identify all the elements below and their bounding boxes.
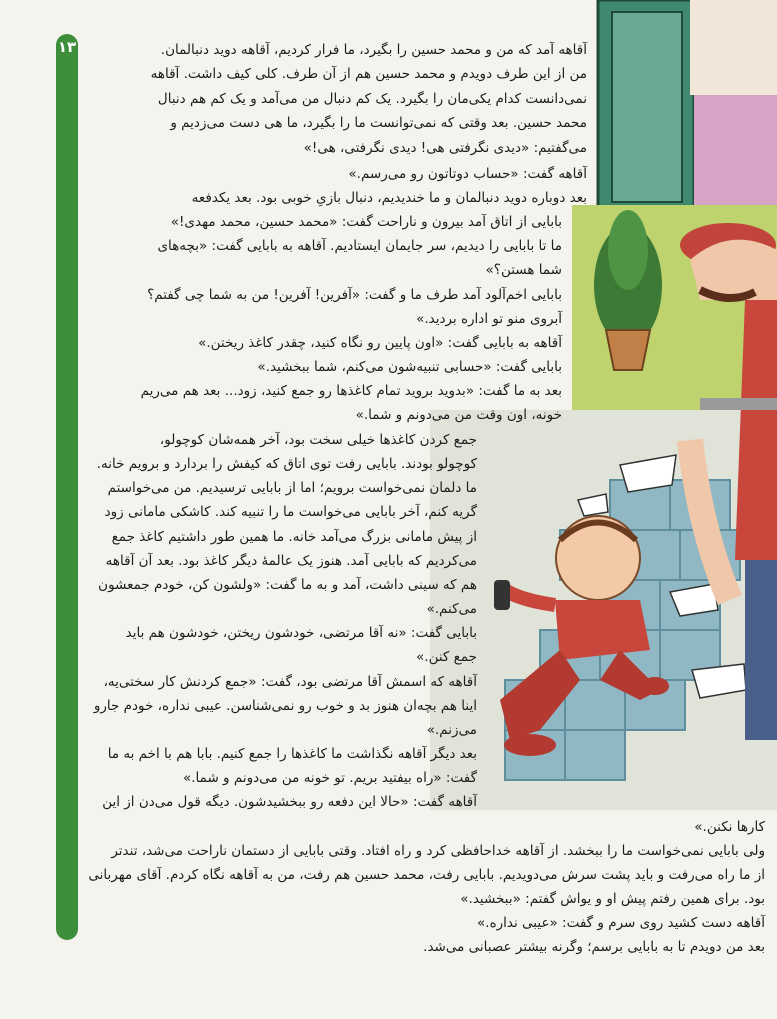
- text-line: آقاهه گفت: «حساب دوتاتون رو می‌رسم.»: [348, 166, 587, 182]
- text-line: می‌کنم.»: [426, 601, 477, 617]
- text-line: کارها نکنن.»: [694, 819, 765, 835]
- text-line: آقاهه دست کشید روی سرم و گفت: «عیبی نداره.»: [477, 915, 765, 931]
- text-line: بابایی اخم‌آلود آمد طرف ما و گفت: «آفرین! آفرین! من به شما چی گفتم؟: [147, 287, 562, 303]
- text-line: نمی‌دانست کدام یکی‌مان را بگیرد. یک کم دنبال من می‌آمد و یک کم هم دنبال: [157, 91, 587, 107]
- text-line: بعد من دویدم تا به بابایی برسم؛ وگرنه بیشتر عصبانی می‌شد.: [423, 939, 765, 955]
- text-line: بعد دیگر آقاهه نگذاشت ما کاغذها را جمع کنیم. بابا هم با اخم به ما: [107, 746, 477, 762]
- text-line: ما دلمان نمی‌خواست برویم؛ اما از بابایی ترسیدیم. من می‌خواستم: [107, 480, 477, 496]
- text-line: ما تا بابایی را دیدیم، سر جایمان ایستادیم. آقاهه به بابایی گفت: «بچه‌های: [157, 238, 562, 254]
- text-line: می‌زنم.»: [426, 722, 477, 738]
- text-line: خونه، اون وقت من می‌دونم و شما.»: [355, 407, 562, 423]
- text-line: بعد دوباره دوید دنبالمان و ما خندیدیم، دنبال بازیِ خوبی بود. بعد یکدفعه: [191, 190, 587, 206]
- pink-wall: [694, 95, 777, 220]
- text-line: از ما راه می‌رفت و باید پشت سرش می‌دویدیم. بابایی رفت، محمد حسین هم رفت، من به آقاهه نگاه کردم. آقای مهربانی: [88, 867, 765, 883]
- text-line: آبروی منو تو اداره بردید.»: [416, 311, 562, 327]
- text-line: جمع کنن.»: [416, 649, 477, 665]
- text-line: می‌گفتیم: «دیدی نگرفتی هی! دیدی نگرفتی، هی!»: [303, 140, 587, 156]
- text-line: می‌کردیم که بابایی آمد. هنوز یک عالمهٔ دیگر کاغذ بود. بعد آن آقاهه: [105, 553, 477, 569]
- text-line: آقاهه به بابایی گفت: «اون پایین رو نگاه کنید، چقدر کاغذ ریختن.»: [198, 335, 562, 351]
- page-number: ۱۳: [57, 38, 77, 56]
- text-line: بعد به ما گفت: «بدوید بروید تمام کاغذها رو جمع کنید، زود... بعد هم می‌ریم: [140, 383, 562, 399]
- text-line: بود. برای همین رفتم پیش او و یواش گفتم: «ببخشید.»: [460, 891, 765, 907]
- text-line: من از این طرف دویدم و محمد حسین هم از آن طرف. کلی کیف داشت. آقاهه: [150, 66, 587, 82]
- text-line: آقاهه آمد که من و محمد حسین را بگیرد، ما فرار کردیم، آقاهه دوید دنبالمان.: [160, 42, 587, 58]
- text-line: آقاهه که اسمش آقا مرتضی بود، گفت: «جمع کردنش کار سختی‌یه،: [103, 674, 477, 690]
- text-line: از پیش مامانی بزرگ می‌آمد خانه. ما همین طور داشتیم کاغذ جمع: [111, 529, 477, 545]
- text-line: آقاهه گفت: «حالا این دفعه رو ببخشیدشون. دیگه قول می‌دن از این: [102, 794, 477, 810]
- text-line: گفت: «راه بیفتید بریم. تو خونه من می‌دونم و شما.»: [182, 770, 477, 786]
- text-line: بابایی گفت: «نه آقا مرتضی، خودشون ریختن، خودشون هم باید: [125, 625, 477, 641]
- text-line: گریه کنم، آخر بابایی می‌خواست ما را تنبیه کند. کاشکی مامانی زود: [104, 504, 477, 520]
- text-line: کوچولو بودند. بابایی رفت توی اتاق که کیفش را بردارد و برویم خانه.: [96, 456, 477, 472]
- text-line: هم که سینی داشت، آمد و به ما گفت: «ولشون کن، خودم جمعشون: [98, 577, 477, 593]
- text-line: بابایی گفت: «حسابی تنبیه‌شون می‌کنم، شما ببخشید.»: [257, 359, 562, 375]
- text-line: جمع کردن کاغذها خیلی سخت بود، آخر همه‌شان کوچولو،: [159, 432, 477, 448]
- text-line: شما هستن؟»: [485, 262, 562, 278]
- text-line: ولی بابایی نمی‌خواست ما را ببخشد. از آقاهه خداحافظی کرد و راه افتاد. وقتی بابایی از دستمان ناراحت می‌شد، تندتر: [111, 843, 765, 859]
- page-margin-bar: [56, 34, 78, 940]
- text-line: محمد حسین. بعد وقتی که نمی‌توانست ما را بگیرد، ما هی دست می‌زدیم و: [170, 115, 587, 131]
- text-line: اینا هم بچه‌ان هنوز بد و خوب رو نمی‌شناسن. عیبی نداره، خودم جارو: [93, 698, 477, 714]
- text-line: بابایی از اتاق آمد بیرون و ناراحت گفت: «محمد حسین، محمد مهدی!»: [170, 214, 562, 230]
